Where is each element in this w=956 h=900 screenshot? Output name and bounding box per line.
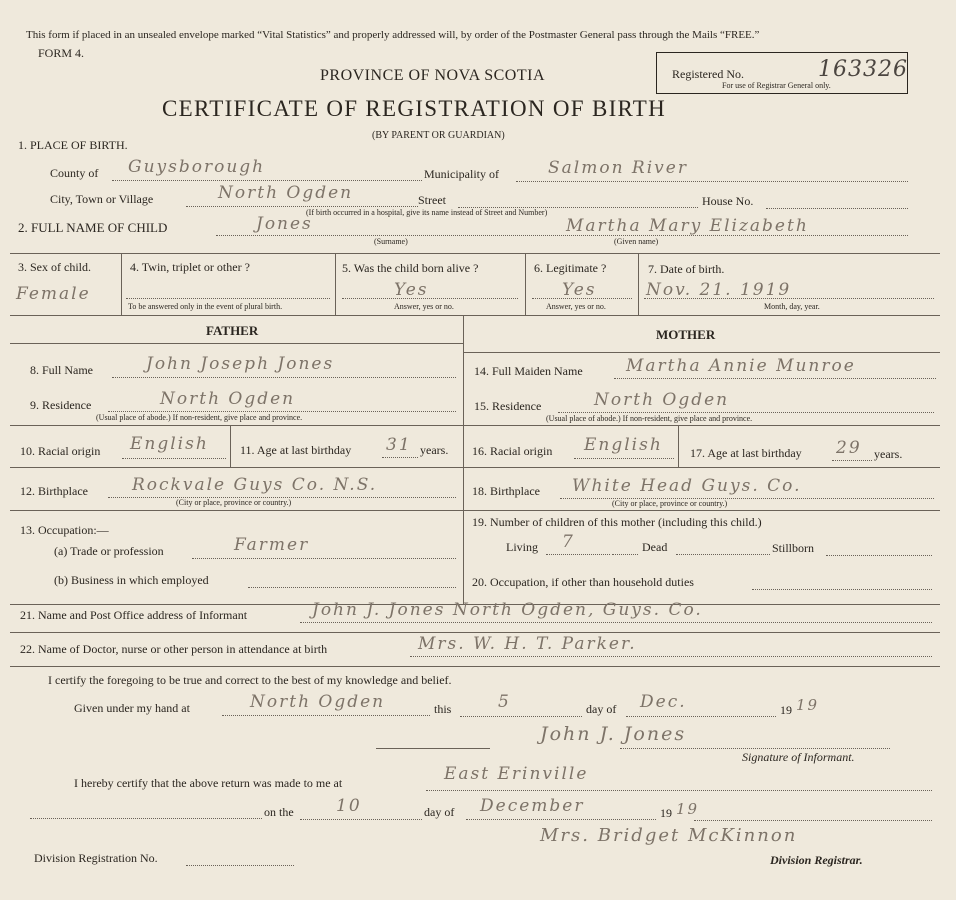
legitimate-note: Answer, yes or no. bbox=[546, 302, 606, 311]
father-years: years. bbox=[420, 443, 449, 457]
mother-heading: MOTHER bbox=[656, 327, 716, 342]
living-label: Living bbox=[506, 540, 538, 554]
return-year-value: 19 bbox=[676, 800, 700, 818]
place-of-birth-label: 1. PLACE OF BIRTH. bbox=[18, 138, 128, 152]
mother-birthplace-note: (City or place, province or country.) bbox=[612, 499, 728, 508]
father-age-value: 31 bbox=[386, 435, 412, 455]
sex-label: 3. Sex of child. bbox=[18, 260, 91, 274]
informant-value: John J. Jones North Ogden, Guys. Co. bbox=[312, 600, 703, 620]
given-day-value: 5 bbox=[498, 692, 511, 712]
doctor-value: Mrs. W. H. T. Parker. bbox=[418, 634, 637, 654]
return-place-value: East Erinville bbox=[444, 764, 589, 784]
postal-notice: This form if placed in an unsealed envelope marked “Vital Statistics” and properly addressed will, by order of the Postmaster General pass through the Mails “FREE.” bbox=[26, 29, 760, 41]
house-number-label: House No. bbox=[702, 194, 754, 208]
father-racial-label: 10. Racial origin bbox=[20, 444, 101, 458]
father-birthplace-note: (City or place, province or country.) bbox=[176, 498, 292, 507]
return-label: I hereby certify that the above return was made to me at bbox=[74, 776, 343, 790]
father-occupation-label: 13. Occupation:— bbox=[20, 523, 109, 537]
certify-statement: I certify the foregoing to be true and correct to the best of my knowledge and belief. bbox=[48, 673, 452, 687]
mother-age-label: 17. Age at last birthday bbox=[690, 446, 802, 460]
father-name-label: 8. Full Name bbox=[30, 363, 93, 377]
signature-of-informant-label: Signature of Informant. bbox=[742, 750, 855, 764]
father-name-value: John Joseph Jones bbox=[146, 354, 335, 374]
dead-label: Dead bbox=[642, 540, 668, 554]
father-abode-note: (Usual place of abode.) If non-resident, give place and province. bbox=[96, 413, 303, 422]
return-month-value: December bbox=[480, 796, 585, 816]
given-name-note: (Given name) bbox=[614, 237, 659, 246]
mother-name-label: 14. Full Maiden Name bbox=[474, 364, 583, 378]
alive-value: Yes bbox=[394, 280, 429, 300]
street-label: Street bbox=[418, 193, 446, 207]
form-number: FORM 4. bbox=[38, 46, 85, 60]
given-under-label: Given under my hand at bbox=[74, 701, 190, 715]
certificate-subtitle: (BY PARENT OR GUARDIAN) bbox=[372, 130, 505, 141]
living-value: 7 bbox=[562, 532, 575, 552]
child-given-name: Martha Mary Elizabeth bbox=[566, 216, 809, 236]
father-birthplace-value: Rockvale Guys Co. N.S. bbox=[132, 475, 378, 495]
registrar-signature: Mrs. Bridget McKinnon bbox=[540, 825, 798, 846]
surname-note: (Surname) bbox=[374, 237, 408, 246]
day-of-label: day of bbox=[586, 702, 617, 716]
mother-racial-value: English bbox=[584, 435, 663, 455]
year2-prefix: 19 bbox=[660, 806, 672, 820]
mother-residence-label: 15. Residence bbox=[474, 399, 542, 413]
informant-label: 21. Name and Post Office address of Informant bbox=[20, 608, 248, 622]
mother-residence-value: North Ogden bbox=[594, 390, 730, 410]
county-value: Guysborough bbox=[128, 157, 266, 177]
on-the-label: on the bbox=[264, 805, 294, 819]
father-residence-label: 9. Residence bbox=[30, 398, 92, 412]
mother-years: years. bbox=[874, 447, 903, 461]
registered-number: 163326 bbox=[818, 57, 908, 82]
informant-signature: John J. Jones bbox=[540, 723, 687, 745]
date-of-birth-label: 7. Date of birth. bbox=[648, 262, 725, 276]
doctor-label: 22. Name of Doctor, nurse or other person in attendance at birth bbox=[20, 642, 328, 656]
county-label: County of bbox=[50, 166, 99, 180]
children-count-label: 19. Number of children of this mother (including this child.) bbox=[472, 515, 762, 529]
year-prefix: 19 bbox=[780, 703, 792, 717]
date-of-birth-note: Month, day, year. bbox=[764, 302, 820, 311]
mother-racial-label: 16. Racial origin bbox=[472, 444, 553, 458]
mother-abode-note: (Usual place of abode.) If non-resident, give place and province. bbox=[546, 414, 753, 423]
alive-label: 5. Was the child born alive ? bbox=[342, 261, 479, 275]
sex-value: Female bbox=[16, 284, 91, 304]
municipality-label: Municipality of bbox=[424, 167, 499, 181]
trade-value: Farmer bbox=[234, 535, 310, 555]
father-age-label: 11. Age at last birthday bbox=[240, 443, 352, 457]
registered-label: Registered No. bbox=[672, 67, 744, 81]
date-of-birth-value: Nov. 21. 1919 bbox=[646, 280, 792, 300]
alive-note: Answer, yes or no. bbox=[394, 302, 454, 311]
child-name-label: 2. FULL NAME OF CHILD bbox=[18, 220, 168, 235]
division-registrar-label: Division Registrar. bbox=[770, 853, 863, 867]
municipality-value: Salmon River bbox=[548, 158, 688, 178]
province-heading: PROVINCE OF NOVA SCOTIA bbox=[320, 67, 546, 84]
stillborn-label: Stillborn bbox=[772, 541, 815, 555]
this-label: this bbox=[434, 702, 452, 716]
child-surname: Jones bbox=[256, 214, 313, 234]
legitimate-value: Yes bbox=[562, 280, 597, 300]
father-heading: FATHER bbox=[206, 323, 259, 338]
twin-label: 4. Twin, triplet or other ? bbox=[130, 260, 250, 274]
mother-occupation-label: 20. Occupation, if other than household duties bbox=[472, 575, 694, 589]
registrar-note: For use of Registrar General only. bbox=[722, 81, 831, 90]
certificate-title: CERTIFICATE OF REGISTRATION OF BIRTH bbox=[162, 96, 667, 121]
return-day-value: 10 bbox=[336, 796, 362, 816]
city-value: North Ogden bbox=[218, 183, 354, 203]
trade-label: (a) Trade or profession bbox=[54, 544, 164, 558]
father-residence-value: North Ogden bbox=[160, 389, 296, 409]
city-label: City, Town or Village bbox=[50, 192, 154, 206]
division-registration-label: Division Registration No. bbox=[34, 851, 158, 865]
given-month-value: Dec. bbox=[640, 692, 687, 712]
mother-birthplace-value: White Head Guys. Co. bbox=[572, 476, 802, 496]
hospital-note: (If birth occurred in a hospital, give its name instead of Street and Number) bbox=[306, 208, 548, 217]
given-place-value: North Ogden bbox=[250, 692, 386, 712]
given-year-value: 19 bbox=[796, 696, 820, 714]
business-label: (b) Business in which employed bbox=[54, 573, 209, 587]
mother-age-value: 29 bbox=[836, 438, 862, 458]
father-birthplace-label: 12. Birthplace bbox=[20, 484, 88, 498]
father-racial-value: English bbox=[130, 434, 209, 454]
day-of2-label: day of bbox=[424, 805, 455, 819]
twin-note: To be answered only in the event of plural birth. bbox=[128, 302, 283, 311]
mother-birthplace-label: 18. Birthplace bbox=[472, 484, 540, 498]
legitimate-label: 6. Legitimate ? bbox=[534, 261, 607, 275]
mother-name-value: Martha Annie Munroe bbox=[626, 356, 856, 376]
